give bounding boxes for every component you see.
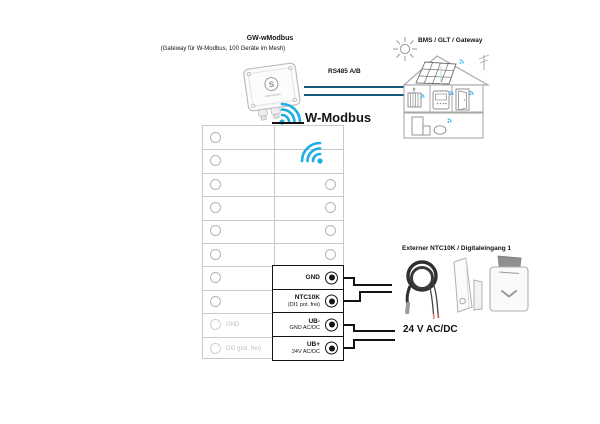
left-label-gnd: GND <box>226 322 240 328</box>
terminal-circle <box>210 272 221 283</box>
screw-terminal-icon <box>325 318 338 331</box>
connector-sublabel: GND AC/DC <box>289 325 320 332</box>
device-subtitle: (Gateway für W-Modbus, 100 Geräte im Mesh) <box>160 46 286 52</box>
connector-cell-ub-minus <box>272 312 344 337</box>
connector-sublabel: (DI1 pot. frei) <box>287 301 320 308</box>
terminal-circle <box>210 179 221 190</box>
device-title: GW-wModbus <box>246 35 294 42</box>
connector-cell-ntc10k <box>272 289 344 314</box>
terminal-circle <box>210 249 221 260</box>
external-input-label: Externer NTC10K / Digitaleingang 1 <box>402 245 512 252</box>
connector-cell-ub-plus <box>272 336 344 361</box>
connector-cell-gnd <box>272 265 344 290</box>
terminal-circle <box>210 296 221 307</box>
ntc-probe-image <box>405 262 439 319</box>
wifi-icon <box>294 134 326 166</box>
wire-ub-minus <box>353 330 395 332</box>
screw-terminal-icon <box>325 295 338 308</box>
bms-label: BMS / GLT / Gateway <box>418 37 483 44</box>
connector-label: NTC10K <box>294 294 320 302</box>
key-card-switch-image <box>490 256 528 311</box>
rs485-line-b <box>304 94 404 96</box>
building-illustration <box>400 50 492 142</box>
terminal-circle <box>325 202 336 213</box>
rs485-line-a <box>304 86 404 88</box>
terminal-circle <box>325 225 336 236</box>
terminal-circle <box>210 132 221 143</box>
terminal-circle <box>210 202 221 213</box>
terminal-circle-di2 <box>210 343 221 354</box>
screw-terminal-icon <box>325 342 338 355</box>
terminal-circle-gnd <box>210 319 221 330</box>
terminal-circle <box>210 155 221 166</box>
power-label: 24 V AC/DC <box>403 324 458 335</box>
wmodbus-label: W-Modbus <box>305 110 372 125</box>
connector-label: UB+ <box>306 341 320 349</box>
wire-gnd <box>353 284 392 286</box>
wire-ntc <box>359 291 392 293</box>
rs485-label: RS485 A/B <box>328 68 361 75</box>
door-contact-image <box>454 258 482 312</box>
screw-terminal-icon <box>325 271 338 284</box>
terminal-circle <box>210 225 221 236</box>
connector-sublabel: 24V AC/DC <box>291 348 320 355</box>
wire-ub-plus <box>353 339 395 341</box>
connector-label: GND <box>305 273 320 281</box>
terminal-circle <box>325 179 336 190</box>
connector-label: UB- <box>308 317 320 325</box>
left-label-di2: DI2 (pot. frei) <box>226 345 262 352</box>
logo-letter: S <box>268 79 275 90</box>
external-devices-image <box>398 255 530 323</box>
wmodbus-leader-line <box>272 122 304 124</box>
terminal-circle <box>325 249 336 260</box>
